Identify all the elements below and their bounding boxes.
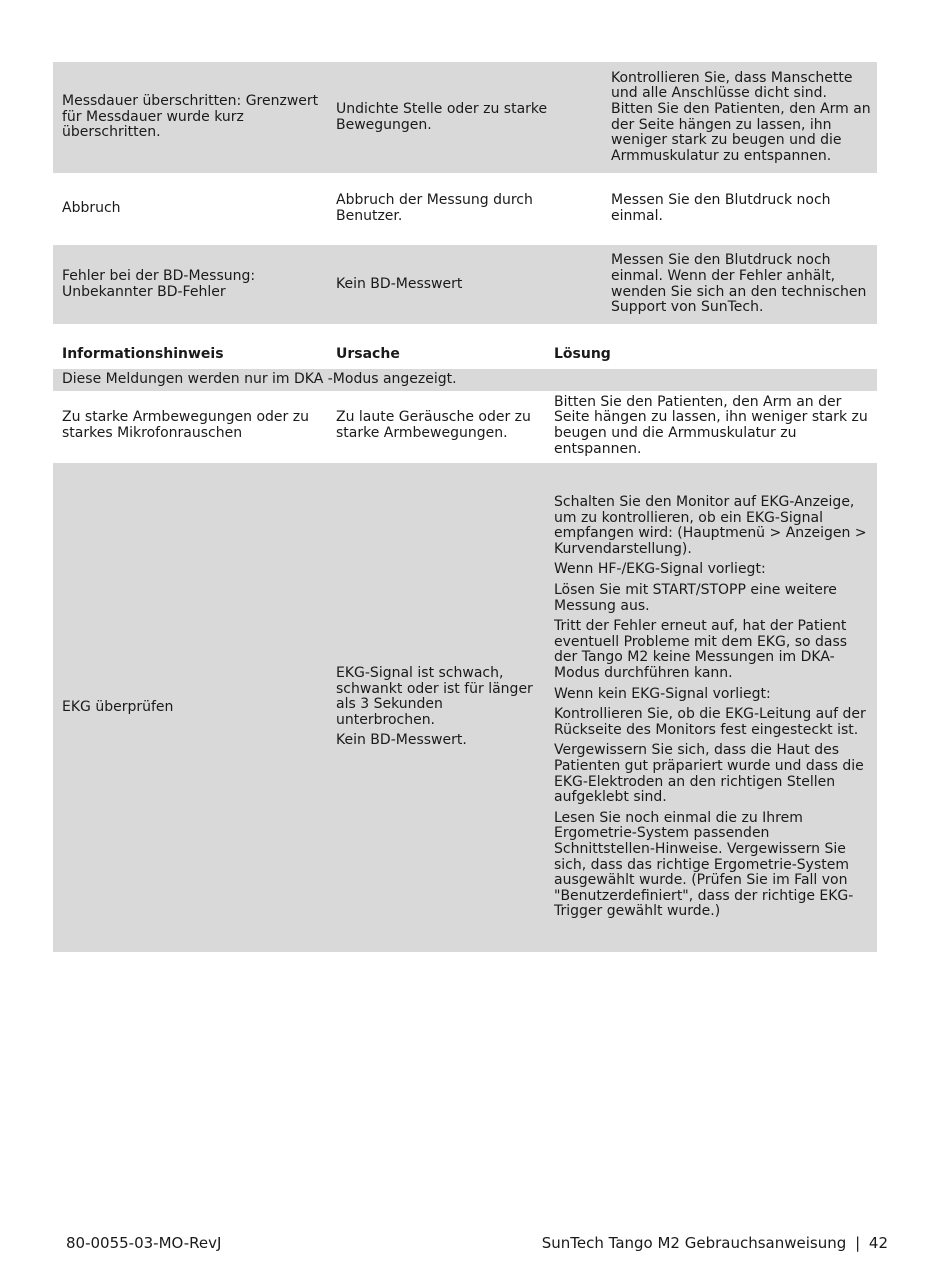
table-cell: Fehler bei der BD-Messung: Unbekannter BD-Fehler: [62, 267, 256, 300]
table-cell: Kontrollieren Sie, dass Manschette und alle Anschlüsse dicht sind. Bitten Sie den Patienten, den Arm an der Seite hängen zu lassen, ihn weniger stark zu beugen und die Armmuskulatur zu entspannen.: [611, 69, 871, 164]
column-header-cause: Ursache: [336, 346, 400, 362]
table-cell: Abbruch der Messung durch Benutzer.: [336, 192, 533, 224]
table-cell: Messen Sie den Blutdruck noch einmal. Wenn der Fehler anhält, wenden Sie sich an den technischen Support von SunTech.: [611, 252, 867, 316]
table-cell: Undichte Stelle oder zu starke Bewegungen.: [336, 100, 548, 133]
table-cell: Zu laute Geräusche oder zu starke Armbewegungen.: [336, 409, 531, 441]
table-row: [53, 245, 877, 324]
footer-title-page: [542, 1236, 888, 1252]
table-cell: Kein BD-Messwert: [336, 275, 463, 292]
footer-separator: |: [855, 1234, 861, 1252]
table-row: [53, 463, 877, 952]
table-note: Diese Meldungen werden nur im DKA -Modus angezeigt.: [53, 369, 877, 391]
column-header-info: Informationshinweis: [62, 346, 224, 362]
table-row: [53, 178, 877, 240]
table-cell: Messdauer überschritten: Grenzwert für Messdauer wurde kurz überschritten.: [62, 93, 319, 141]
table-cell: Messen Sie den Blutdruck noch einmal.: [611, 192, 831, 224]
table-cell: Zu starke Armbewegungen oder zu starkes Mikrofonrauschen: [62, 409, 309, 441]
table-row: [53, 62, 877, 173]
table-cell: EKG-Signal ist schwach, schwankt oder ist für länger als 3 Sekunden unterbrochen. Kein BD-Messwert.: [336, 665, 533, 749]
page-number: 42: [868, 1234, 888, 1252]
table-cell: Schalten Sie den Monitor auf EKG-Anzeige, um zu kontrollieren, ob ein EKG-Signal empfangen wird: (Hauptmenü > Anzeigen > Kurvendarstellung). Wenn HF-/EKG-Signal vorliegt: Lösen Sie mit START/STOPP eine weitere Messung aus. Tritt der Fehler erneut auf, hat der Patient eventuell Probleme mit dem EKG, so dass der Tango M2 keine Messungen im DKA-Modus durchführen kann. Wenn kein EKG-Signal vorliegt: Kontrollieren Sie, ob die EKG-Leitung auf der Rückseite des Monitors fest eingesteckt ist. Vergewissern Sie sich, dass die Haut des Patienten gut präpariert wurde und dass die EKG-Elektroden an den richtigen Stellen aufgeklebt sind. Lesen Sie noch einmal die zu Ihrem Ergometrie-System passenden Schnittstellen-Hinweise. Vergewissern Sie sich, dass das richtige Ergometrie-System ausgewählt wurde. (Prüfen Sie im Fall von "Benutzerdefiniert", dass der richtige EKG-Trigger gewählt wurde.): [554, 494, 867, 920]
table-cell: EKG überprüfen: [62, 698, 174, 715]
column-header-solution: Lösung: [554, 346, 611, 362]
table-row: [53, 395, 877, 457]
table-cell: Abbruch: [62, 200, 121, 217]
footer-doc-id: 80-0055-03-MO-RevJ: [66, 1234, 222, 1252]
footer-title: SunTech Tango M2 Gebrauchsanweisung: [541, 1234, 847, 1252]
table-cell: Bitten Sie den Patienten, den Arm an der Seite hängen zu lassen, ihn weniger stark zu beugen und die Armmuskulatur zu entspannen.: [554, 393, 868, 457]
